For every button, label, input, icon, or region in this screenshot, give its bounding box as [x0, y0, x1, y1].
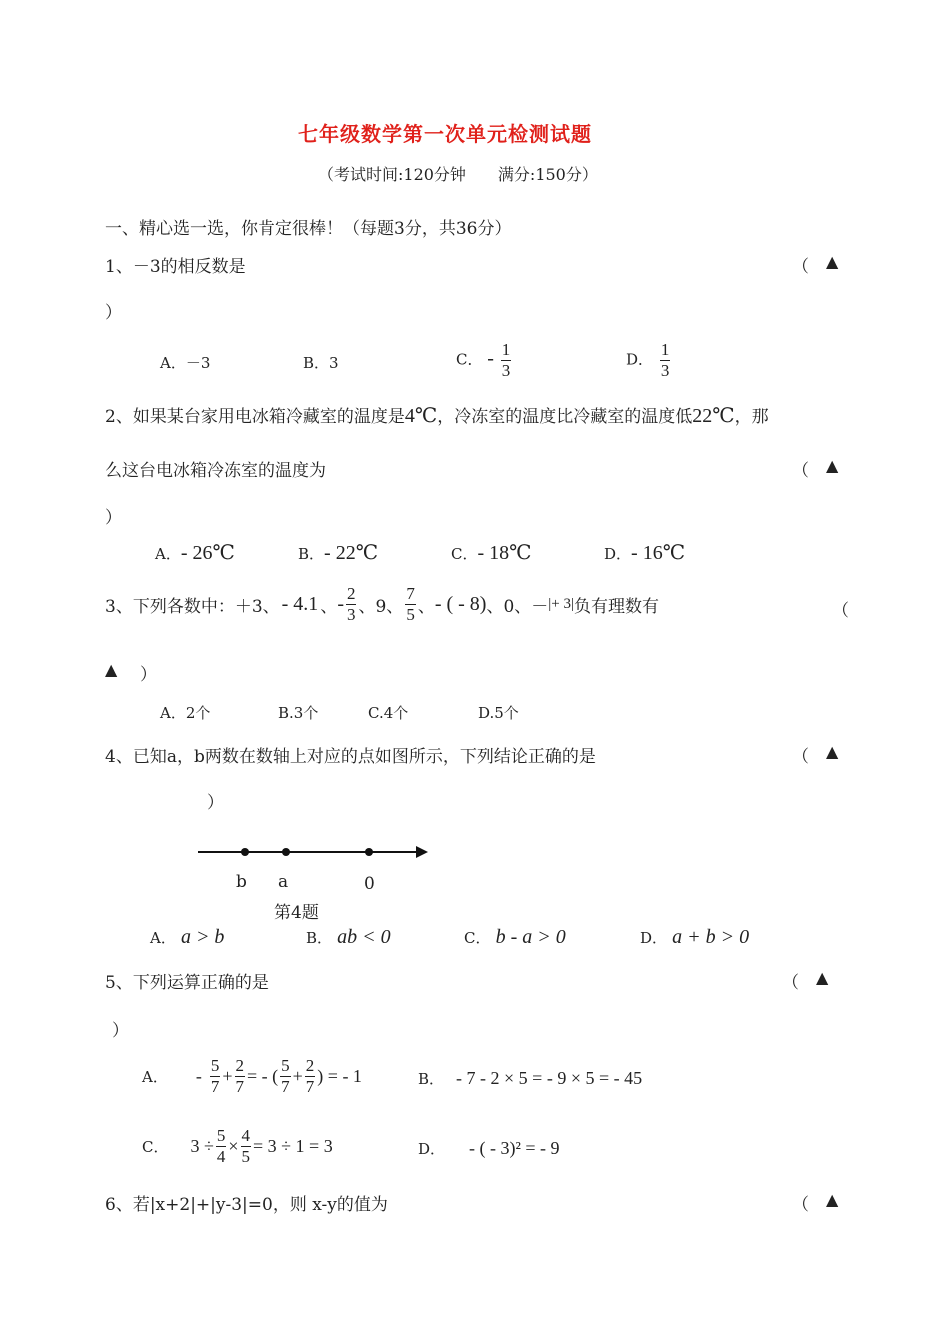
q2-text-1: 2、如果某台家用电冰箱冷藏室的温度是	[105, 407, 405, 427]
arrow-icon	[416, 846, 428, 858]
option-label: A．	[150, 929, 176, 947]
section-heading	[105, 214, 511, 239]
q2-option-b	[298, 540, 378, 565]
q2-option-d	[604, 540, 685, 565]
fraction	[346, 584, 357, 625]
option-label: A．	[142, 1068, 168, 1086]
point-b	[241, 848, 249, 856]
question-6-stem: 6、若|x+2|+|y-3|=0，则 x-y的值为	[105, 1195, 388, 1215]
question-1-stem: 1、－3的相反数是	[105, 257, 246, 277]
q2-option-a	[155, 540, 235, 565]
minus-sign: -	[487, 347, 494, 370]
denominator: 7	[235, 1077, 244, 1096]
option-label: B．	[418, 1070, 445, 1088]
q2-text-2: ，冷冻室的温度比冷藏室的温度低	[437, 407, 693, 427]
question-5-stem: 5、下列运算正确的是	[105, 973, 269, 993]
number-line-label-b: b	[236, 872, 247, 892]
option-label: C．	[464, 929, 491, 947]
fraction	[235, 1056, 246, 1097]
option-value: - ( - 3)² = - 9	[469, 1138, 560, 1158]
denominator: 3	[660, 361, 670, 380]
numerator: 1	[501, 340, 511, 359]
answer-triangle-icon: ▲	[105, 660, 118, 679]
option-label: C．	[451, 545, 478, 563]
q3-option-d: D.5个	[478, 704, 519, 722]
question-2-stem	[105, 402, 769, 428]
question-4-stem: 4、已知a，b两数在数轴上对应的点如图所示，下列结论正确的是	[105, 747, 596, 767]
q3-number: - ( - 8)	[434, 593, 487, 615]
answer-paren-open: （	[782, 973, 799, 993]
option-value: - 7 - 2 × 5 = - 9 × 5 = - 45	[456, 1068, 643, 1088]
answer-paren-close: ）	[105, 303, 122, 323]
denominator: 5	[241, 1147, 251, 1166]
q1-option-d	[626, 340, 672, 381]
answer-paren-close: ）	[207, 793, 224, 813]
q5-option-d	[418, 1138, 560, 1159]
minus-sign: -	[337, 593, 344, 615]
section-heading-text: 一、精心选一选，你肯定很棒！（每题3分，共36分）	[105, 219, 512, 239]
option-value: a + b > 0	[672, 926, 750, 948]
q5-option-b	[418, 1068, 642, 1089]
numerator: 4	[241, 1126, 251, 1145]
option-label: A．	[155, 545, 181, 563]
q2-text-3: ，那	[734, 407, 769, 427]
page-title: 七年级数学第一次单元检测试题	[298, 122, 592, 146]
fraction	[305, 1056, 316, 1097]
option-value: - 26℃	[180, 542, 235, 564]
q1-option-b: B．3	[303, 354, 339, 372]
question-3-stem	[105, 584, 659, 625]
point-zero	[365, 848, 373, 856]
numerator: 7	[406, 584, 415, 603]
fraction	[216, 1126, 227, 1167]
q3-option-a: A．2个	[160, 704, 211, 722]
q2-option-c	[451, 540, 532, 565]
denominator: 3	[346, 605, 356, 624]
answer-paren-close: ）	[105, 508, 122, 528]
number-line-figure	[190, 838, 440, 868]
operator: +	[292, 1066, 303, 1086]
fraction	[405, 584, 416, 625]
q3-number: 、0、－	[486, 597, 549, 617]
option-label: C．	[456, 350, 483, 369]
number-line-label-a: a	[278, 872, 289, 892]
point-a	[282, 848, 290, 856]
answer-paren-close: ）	[140, 665, 157, 685]
q1-option-c	[456, 340, 513, 381]
q3-separator: 、	[320, 597, 338, 617]
figure-caption: 第4题	[274, 903, 319, 923]
answer-paren-close: ）	[112, 1021, 129, 1041]
denominator: 5	[406, 605, 415, 624]
denominator: 7	[210, 1077, 220, 1096]
fraction	[210, 1056, 221, 1097]
q5-option-c	[142, 1126, 333, 1167]
operator: ) = - 1	[317, 1066, 362, 1086]
q3-absolute-value: |+ 3|	[548, 596, 574, 612]
exam-info: （考试时间:120分钟 满分:150分）	[318, 165, 598, 184]
q4-option-a	[150, 926, 224, 949]
option-value: - 18℃	[477, 542, 532, 564]
q3-number: 、9、	[358, 597, 404, 617]
minus-sign: -	[195, 1066, 202, 1086]
answer-triangle-icon: ▲	[826, 742, 839, 761]
q4-option-b	[306, 926, 391, 949]
q3-option-b: B.3个	[278, 704, 319, 722]
fraction	[660, 340, 671, 381]
fraction	[501, 340, 512, 381]
operator: +	[222, 1066, 233, 1086]
q3-separator: 、	[417, 597, 435, 617]
q2-temp-2: 22℃	[692, 405, 735, 427]
denominator: 4	[216, 1147, 226, 1166]
q3-option-c: C.4个	[368, 704, 409, 722]
option-label: C．	[142, 1138, 169, 1156]
q1-option-a: A．－3	[160, 354, 211, 372]
option-value: ab < 0	[337, 926, 391, 948]
q5-option-a	[142, 1056, 362, 1097]
option-label: D．	[640, 929, 668, 947]
fraction	[241, 1126, 252, 1167]
question-2-stem-line2: 么这台电冰箱冷冻室的温度为	[105, 461, 326, 481]
answer-paren-open: （	[832, 601, 849, 621]
answer-paren-open: （	[792, 1195, 809, 1215]
q2-temp-1: 4℃	[404, 405, 438, 427]
numerator: 5	[210, 1056, 220, 1075]
option-label: D．	[604, 545, 632, 563]
option-value: - 16℃	[631, 542, 686, 564]
operator: ×	[228, 1136, 239, 1156]
answer-triangle-icon: ▲	[826, 456, 839, 475]
q3-text-start: 3、下列各数中：＋3、	[105, 597, 280, 617]
q4-option-c	[464, 926, 566, 949]
option-label: B．	[306, 929, 333, 947]
operator: 3 ÷	[190, 1136, 214, 1156]
option-label: D．	[418, 1140, 446, 1158]
option-value: a > b	[180, 926, 225, 948]
option-value: - 22℃	[324, 542, 379, 564]
option-label: B．	[298, 545, 325, 563]
numerator: 2	[305, 1056, 315, 1075]
answer-paren-open: （	[792, 747, 809, 767]
number-line-label-zero: 0	[364, 874, 375, 894]
q3-number: - 4.1	[281, 593, 319, 615]
option-value: b - a > 0	[495, 926, 566, 948]
numerator: 1	[660, 340, 670, 359]
denominator: 3	[501, 361, 511, 380]
q3-text-end: 负有理数有	[574, 597, 659, 617]
numerator: 2	[235, 1056, 244, 1075]
numerator: 2	[346, 584, 356, 603]
answer-triangle-icon: ▲	[826, 1190, 839, 1209]
denominator: 7	[305, 1077, 315, 1096]
operator: = - (	[247, 1066, 279, 1086]
answer-paren-open: （	[792, 257, 809, 277]
denominator: 7	[281, 1077, 290, 1096]
answer-paren-open: （	[792, 461, 809, 481]
numerator: 5	[216, 1126, 226, 1145]
answer-triangle-icon: ▲	[826, 252, 839, 271]
q4-option-d	[640, 926, 749, 949]
operator: = 3 ÷ 1 = 3	[253, 1136, 333, 1156]
fraction	[280, 1056, 291, 1097]
numerator: 5	[281, 1056, 290, 1075]
option-label: D．	[626, 350, 654, 369]
answer-triangle-icon: ▲	[816, 968, 829, 987]
